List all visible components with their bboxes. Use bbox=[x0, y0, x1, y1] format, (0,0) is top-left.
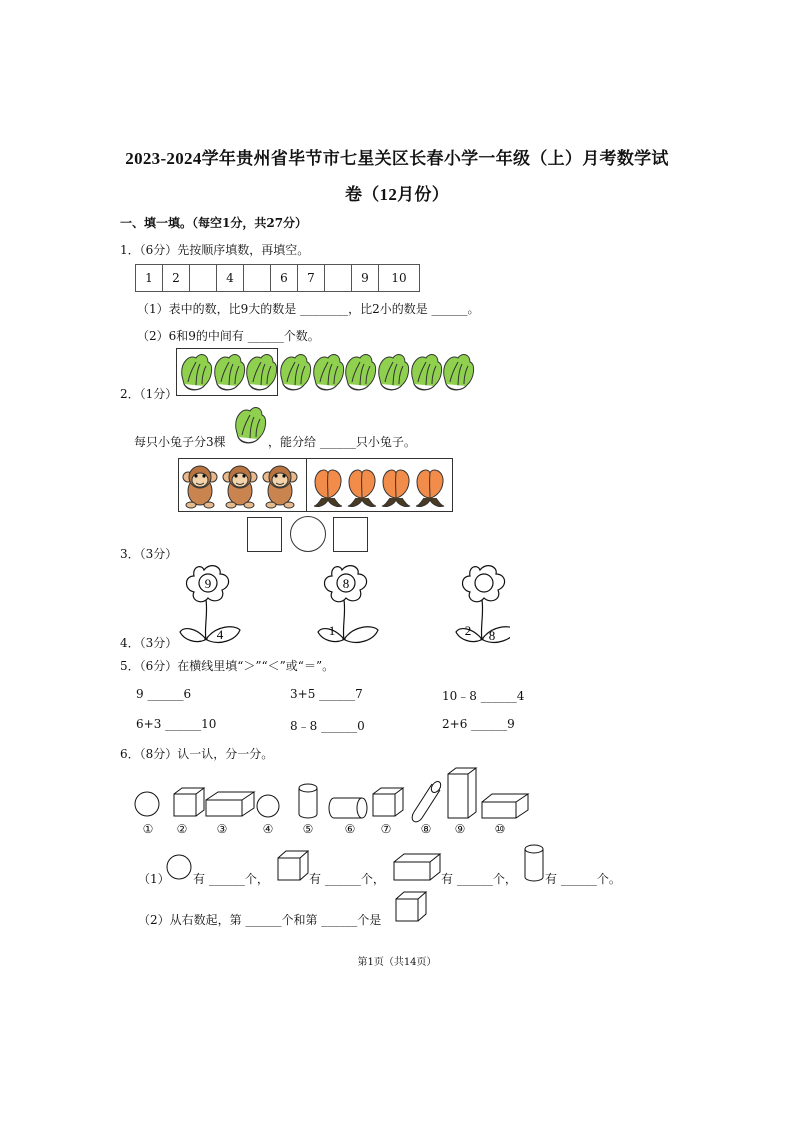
sphere-icon bbox=[135, 792, 159, 816]
seq-cell: 6 bbox=[271, 265, 298, 292]
question-1-sub1: （1）表中的数，比9大的数是 ________，比2小的数是 ______。 bbox=[137, 302, 480, 316]
cabbage-icon bbox=[346, 355, 376, 390]
shape-number: ⑥ bbox=[344, 822, 356, 836]
answer-square-box[interactable] bbox=[333, 517, 368, 552]
flower-center-number: 9 bbox=[204, 576, 212, 591]
shape-number: ⑧ bbox=[420, 822, 432, 836]
flower-decomposition-figures bbox=[170, 560, 510, 650]
cabbage-icon bbox=[215, 355, 245, 390]
shape-number: ⑤ bbox=[302, 822, 314, 836]
flower-center-number: 8 bbox=[342, 576, 350, 591]
cylinder-icon bbox=[522, 843, 546, 883]
section-heading: 一、填一填。（每空1分，共27分） bbox=[120, 216, 308, 230]
question-6-sub2: （2）从右数起，第 ______个和第 ______个是 bbox=[138, 913, 382, 927]
cabbage-icon bbox=[444, 355, 474, 390]
count-blank[interactable]: 有 ______个， bbox=[441, 872, 517, 886]
page-title-line2: 卷（12月份） bbox=[344, 185, 450, 204]
answer-circle-box[interactable] bbox=[290, 516, 326, 552]
cabbage-icon bbox=[281, 355, 311, 390]
cabbage-icon bbox=[314, 355, 344, 390]
compare-item[interactable]: 2+6 ______9 bbox=[442, 717, 515, 731]
flower-center-blank bbox=[475, 574, 493, 592]
count-blank[interactable]: 有 ______个。 bbox=[545, 872, 621, 886]
number-sequence-table bbox=[135, 264, 420, 292]
cabbage-icon bbox=[182, 355, 212, 390]
question-6-label: 6．（8分）认一认，分一分。 bbox=[120, 747, 274, 761]
seq-cell: 4 bbox=[217, 265, 244, 292]
cabbage-icon bbox=[247, 355, 277, 390]
flower-leaf-number: 8 bbox=[488, 628, 496, 643]
flower-leaf-number: 1 bbox=[328, 623, 336, 638]
cuboid-icon bbox=[392, 852, 442, 882]
seq-cell: 2 bbox=[163, 265, 190, 292]
cube-icon bbox=[394, 889, 428, 925]
seq-cell-blank[interactable] bbox=[325, 265, 352, 292]
question-1-sub2: （2）6和9的中间有 ______个数。 bbox=[137, 329, 320, 343]
question-5-label: 5．（6分）在横线里填“＞”“＜”或“＝”。 bbox=[120, 659, 335, 673]
shape-number: ② bbox=[176, 822, 188, 836]
shape-number: ③ bbox=[216, 822, 228, 836]
shape-number: ⑨ bbox=[454, 822, 466, 836]
cube-icon bbox=[373, 788, 403, 816]
cuboid-icon bbox=[206, 792, 254, 816]
solid-shapes-row bbox=[130, 764, 540, 824]
question-2-text-a: 每只小兔子分3棵 bbox=[134, 435, 226, 449]
cabbage-icon bbox=[379, 355, 409, 390]
question-4-label: 4．（3分） bbox=[120, 636, 178, 650]
cube-icon bbox=[174, 788, 204, 816]
flower-leaf-number: 4 bbox=[216, 627, 224, 642]
cabbage-icon bbox=[412, 355, 442, 390]
count-blank[interactable]: 有 ______个， bbox=[193, 872, 269, 886]
cylinder-icon bbox=[299, 784, 317, 818]
shape-number: ⑩ bbox=[494, 822, 506, 836]
sphere-icon bbox=[257, 795, 279, 817]
shape-number: ① bbox=[142, 822, 154, 836]
count-blank[interactable]: 有 ______个， bbox=[309, 872, 385, 886]
compare-item[interactable]: 9 ______6 bbox=[136, 687, 192, 701]
answer-square-box[interactable] bbox=[247, 517, 282, 552]
flower-leaf-number: 2 bbox=[464, 623, 472, 638]
question-1-label: 1．（6分）先按顺序填数，再填空。 bbox=[120, 243, 310, 257]
shape-number: ④ bbox=[262, 822, 274, 836]
cabbage-icon bbox=[232, 405, 268, 447]
shape-number: ⑦ bbox=[380, 822, 392, 836]
tall-cuboid-icon bbox=[448, 768, 476, 818]
cuboid-icon bbox=[482, 794, 528, 818]
seq-cell: 7 bbox=[298, 265, 325, 292]
cabbage-row bbox=[176, 348, 476, 396]
page-footer: 第1页（共14页） bbox=[357, 957, 437, 968]
seq-cell: 9 bbox=[352, 265, 379, 292]
monkey-peach-illustration bbox=[178, 458, 452, 510]
question-3-label: 3．（3分） bbox=[120, 547, 178, 561]
compare-item[interactable]: 10﹣8 ______4 bbox=[442, 689, 525, 703]
compare-item[interactable]: 8﹣8 ______0 bbox=[290, 719, 365, 733]
compare-item[interactable]: 3+5 ______7 bbox=[290, 687, 363, 701]
question-2-text-b: ，能分给 ______只小兔子。 bbox=[268, 435, 416, 449]
seq-cell-blank[interactable] bbox=[244, 265, 271, 292]
compare-item[interactable]: 6+3 ______10 bbox=[136, 717, 217, 731]
cylinder-lying-icon bbox=[329, 798, 367, 818]
question-2-label: 2．（1分） bbox=[120, 387, 178, 401]
sphere-icon bbox=[164, 852, 194, 882]
page-title-line1: 2023-2024学年贵州省毕节市七星关区长春小学一年级（上）月考数学试 bbox=[125, 149, 669, 168]
seq-cell: 1 bbox=[136, 265, 163, 292]
seq-cell-blank[interactable] bbox=[190, 265, 217, 292]
cube-icon bbox=[276, 848, 310, 882]
cylinder-slanted-icon bbox=[412, 780, 442, 822]
question-6-sub1-prefix: （1） bbox=[138, 872, 170, 886]
seq-cell: 10 bbox=[379, 265, 420, 292]
